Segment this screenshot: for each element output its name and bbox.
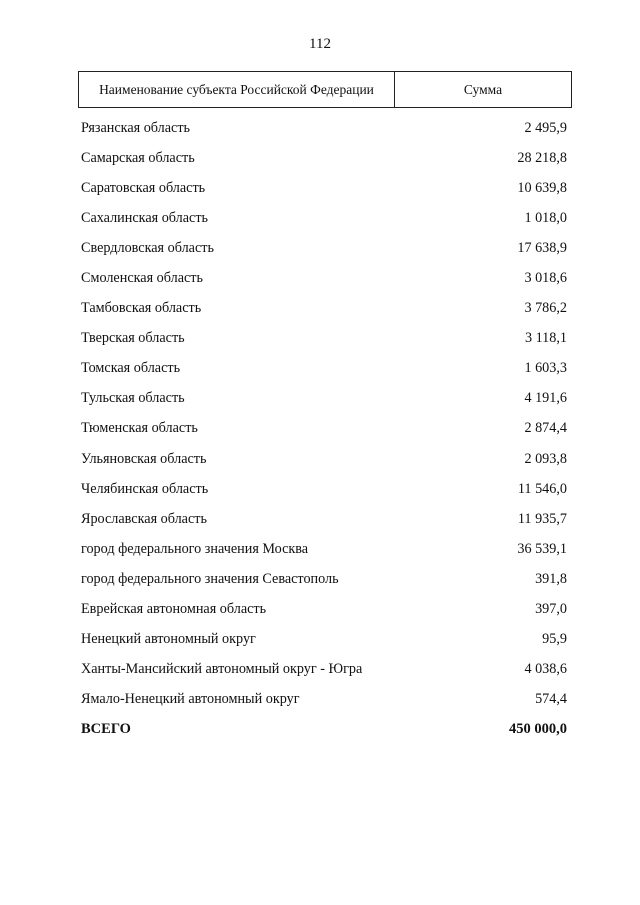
region-sum: 2 093,8: [524, 450, 567, 467]
region-name: Еврейская автономная область: [81, 601, 267, 618]
table-row: [81, 625, 567, 655]
region-sum: 95,9: [542, 631, 567, 648]
region-sum: 3 018,6: [524, 270, 567, 287]
region-sum: 17 638,9: [517, 239, 567, 256]
region-sum: 397,0: [535, 601, 567, 618]
table-row: [81, 474, 567, 504]
table-row: [81, 294, 567, 324]
region-name: Сахалинская область: [81, 209, 209, 226]
total-label: ВСЕГО: [81, 721, 131, 738]
table-row: [81, 324, 567, 354]
region-name: Ханты-Мансийский автономный округ - Югра: [81, 661, 363, 678]
region-name: Ярославская область: [81, 510, 207, 527]
table-row: [81, 414, 567, 444]
region-name: Свердловская область: [81, 239, 214, 256]
header-region-name: Наименование субъекта Российской Федерации: [79, 72, 395, 107]
table-row: [81, 203, 567, 233]
region-sum: 4 191,6: [524, 390, 567, 407]
table-row: [81, 685, 567, 715]
table-header: [78, 71, 572, 108]
region-name: Челябинская область: [81, 480, 209, 497]
region-sum: 10 639,8: [517, 179, 567, 196]
region-name: Ямало-Ненецкий автономный округ: [81, 691, 300, 708]
region-sum: 2 495,9: [524, 119, 567, 136]
region-name: Тверская область: [81, 330, 185, 347]
region-name: Тюменская область: [81, 420, 198, 437]
table-row: [81, 595, 567, 625]
table-row: [81, 444, 567, 474]
table-row: [81, 233, 567, 263]
region-name: Ульяновская область: [81, 450, 207, 467]
region-sum: 11 935,7: [517, 510, 567, 527]
region-sum: 3 786,2: [524, 300, 567, 317]
table-row: [81, 113, 567, 143]
table-row: [81, 263, 567, 293]
region-sum: 2 874,4: [524, 420, 567, 437]
table-row: [81, 143, 567, 173]
total-sum: 450 000,0: [509, 721, 567, 738]
page-number: 112: [309, 36, 331, 52]
region-name: Тульская область: [81, 390, 185, 407]
region-name: Саратовская область: [81, 179, 206, 196]
region-name: город федерального значения Москва: [81, 540, 309, 557]
region-sum: 1 018,0: [524, 209, 567, 226]
region-name: Смоленская область: [81, 270, 203, 287]
region-sum: 1 603,3: [524, 360, 567, 377]
table-row: [81, 504, 567, 534]
region-name: Тамбовская область: [81, 300, 202, 317]
total-row: [81, 715, 567, 745]
region-sum: 36 539,1: [517, 540, 567, 557]
table-row: [81, 655, 567, 685]
region-sum: 11 546,0: [517, 480, 567, 497]
header-sum: Сумма: [463, 82, 503, 97]
table-row: [81, 354, 567, 384]
region-sum: 3 118,1: [524, 330, 567, 347]
region-name: город федерального значения Севастополь: [81, 570, 339, 587]
region-sum: 28 218,8: [517, 149, 567, 166]
region-name: Томская область: [81, 360, 181, 377]
region-name: Самарская область: [81, 149, 195, 166]
table-row: [81, 384, 567, 414]
region-name: Рязанская область: [81, 119, 191, 136]
region-sum: 574,4: [535, 691, 567, 708]
table-row: [81, 564, 567, 594]
table-body: [81, 113, 567, 745]
table-row: [81, 173, 567, 203]
region-sum: 391,8: [535, 570, 567, 587]
table-row: [81, 534, 567, 564]
region-name: Ненецкий автономный округ: [81, 631, 256, 648]
region-sum: 4 038,6: [524, 661, 567, 678]
